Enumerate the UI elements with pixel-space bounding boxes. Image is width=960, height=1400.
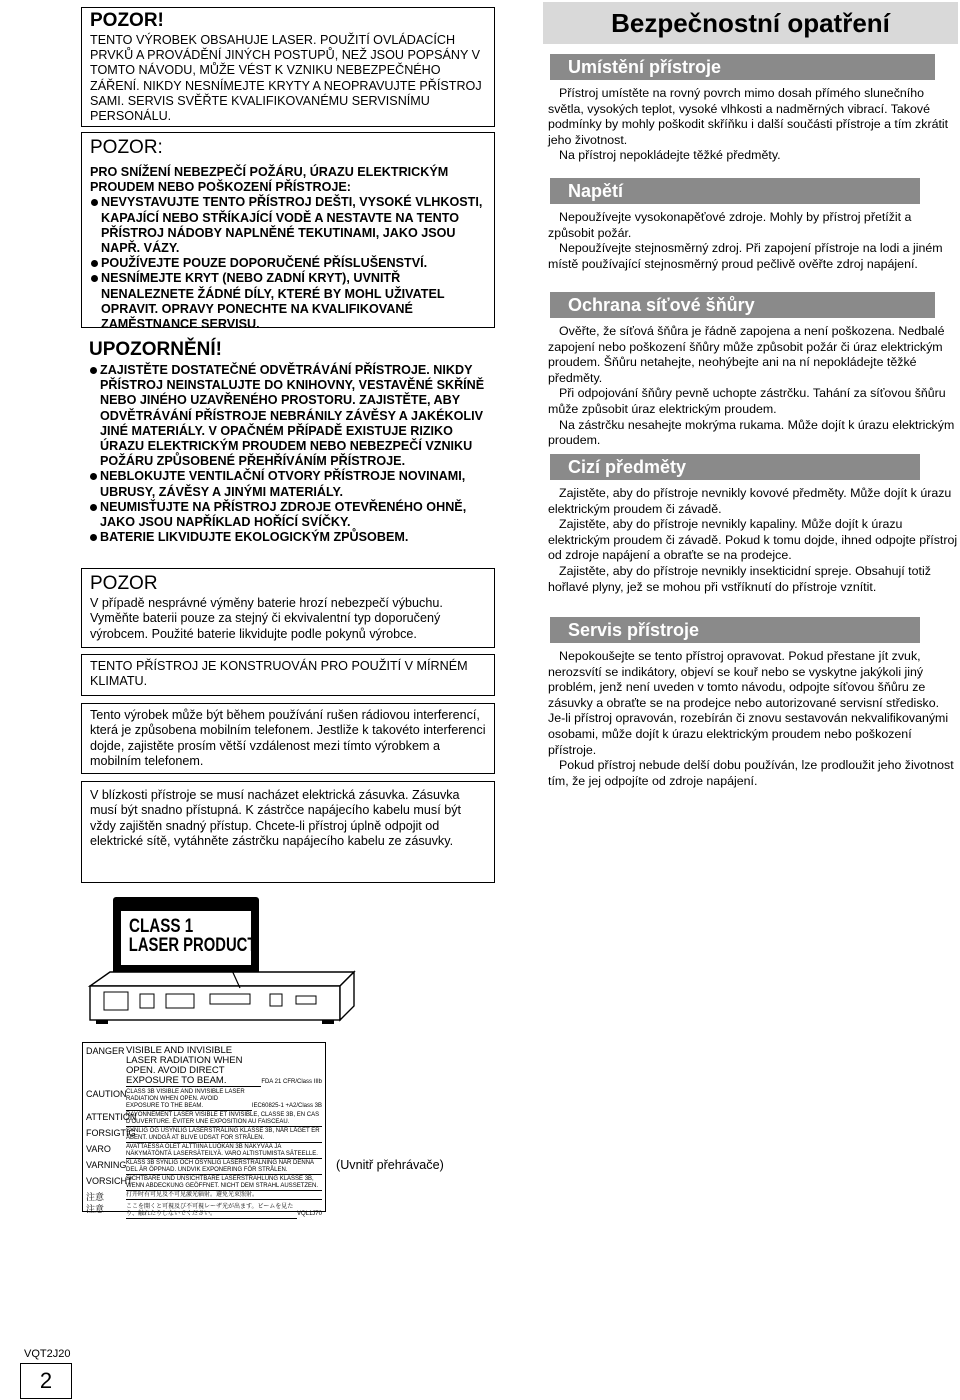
- warning-value: ここを開くと可視及び不可視レーザ光が出ます。ビームを見たり、触れたりしないでください。: [126, 1204, 297, 1219]
- section-paragraph: Zajistěte, aby do přístroje nevnikly kovové předměty. Může dojít k úrazu elektrickým proudem či závadě.: [548, 486, 952, 516]
- pozor3-box: [81, 568, 495, 648]
- climate-text: TENTO PŘÍSTROJ JE KONSTRUOVÁN PRO POUŽITÍ V MÍRNÉM KLIMATU.: [90, 659, 468, 689]
- warning-value: SYNLIG OG USYNLIG LASERSTRÅLING KLASSE 3B, NÅR LÅGET ER ÅBENT. UNDGÅ AT BLIVE UDSAT FOR STRÅLEN.: [126, 1128, 322, 1143]
- pozor2-bullet: NEVYSTAVUJTE TENTO PŘÍSTROJ DEŠTI, VYSOKÉ VLHKOSTI, KAPAJÍCÍ NEBO STŘÍKAJÍCÍ VODĚ A NESTAVTE NA TENTO PŘÍSTROJ NÁDOBY NAPLNĚNÉ TEKUTINAMI, JAKO JSOU NAPŘ. VÁZY.: [90, 195, 486, 256]
- section-paragraph: Ověřte, že síťová šňůra je řádně zapojena a není poškozena. Nedbalé zapojení nebo poškození šňůry může způsobit požár či úraz elektrickým proudem. Šňůru netahejte, neohýbejte ani na ní nepokládejte těžké předměty.: [548, 324, 945, 385]
- section-body: [548, 86, 958, 164]
- player-illustration: [70, 966, 360, 1034]
- warning-row: [86, 1204, 322, 1219]
- warning-key: VARNING: [86, 1160, 127, 1170]
- warning-key: VORSICHT: [86, 1176, 133, 1186]
- section-body: [548, 210, 958, 272]
- class1-line1: CLASS 1: [129, 916, 194, 937]
- pozor3-title: POZOR: [90, 573, 158, 594]
- warning-value: KLASS 3B SYNLIG OCH OSYNLIG LASERSTRÅLNING NÄR DENNA DEL ÄR ÖPPNAD. UNDVIK EXPONERING FÖR STRÅLEN.: [126, 1160, 322, 1175]
- warning-key: 注意: [86, 1192, 105, 1202]
- section-heading: Napětí: [550, 178, 920, 204]
- warning-value: SICHTBARE UND UNSICHTBARE LASERSTRAHLUNG KLASSE 3B, WENN ABDECKUNG GEÖFFNET. NICHT DEM STRAHL AUSSETZEN.: [126, 1176, 322, 1191]
- warning-value: RAYONNEMENT LASER VISIBLE ET INVISIBLE, CLASSE 3B, EN CAS D'OUVERTURE. ÉVITER UNE EXPOSITION AU FAISCEAU.: [126, 1112, 322, 1127]
- warning-label: [82, 1042, 326, 1217]
- section-body: [548, 649, 958, 789]
- warning-extra: IEC60825-1 +A2/Class 3B: [251, 1103, 322, 1109]
- warning-value: CLASS 3B VISIBLE AND INVISIBLE LASER RADIATION WHEN OPEN. AVOID EXPOSURE TO THE BEAM.: [126, 1089, 252, 1111]
- warning-key: ATTENTION: [86, 1112, 137, 1122]
- section-heading: Servis přístroje: [550, 617, 920, 643]
- pozor3-text: V případě nesprávné výměny baterie hrozí nebezpečí výbuchu. Vyměňte baterii pouze za stejný či ekvivalentní typ doporučený výrobcem. Použité baterie likvidujte podle pokynů výrobce.: [90, 596, 443, 641]
- warning-extra: FDA 21 CFR/Class IIIb: [261, 1079, 322, 1085]
- warning-row: [86, 1144, 322, 1159]
- warning-key: CAUTION: [86, 1089, 127, 1099]
- pozor-title: POZOR!: [90, 10, 164, 31]
- section-heading: Cizí předměty: [550, 454, 920, 480]
- outlet-box: [81, 781, 495, 883]
- upozorneni-title: UPOZORNĚNÍ!: [89, 339, 222, 360]
- section-paragraph: Při odpojování šňůry pevně uchopte zástrčku. Tahání za síťovou šňůru může způsobit úraz elektrickým proudem.: [548, 386, 946, 416]
- class1-line2: LASER PRODUCT: [128, 935, 257, 956]
- section-paragraph: Na přístroj nepokládejte těžké předměty.: [559, 148, 781, 163]
- section-paragraph: Nepokoušejte se tento přístroj opravovat. Pokud přestane jít zvuk, nerozsvítí se indikátory, objeví se kouř nebo se vyskytne jakýkoli jiný problém, jenž není uveden v tomto návodu, odpojte síťovou šňůru ze zásuvky a obraťte se na prodejce nebo autorizované servisní středisko. Je-li přístroj opravován, rozebírán či znovu sestavován nekvalifikovanými osobami, může dojít k úrazu elektrickým proudem nebo poškození přístroje.: [548, 649, 949, 757]
- section-paragraph: Zajistěte, aby do přístroje nevnikly kapaliny. Může dojít k úrazu elektrickým proudem či závadě. Pokud k tomu dojde, ihned odpojte přístroj od zdroje napájení a obraťte se na prodejce.: [548, 517, 958, 563]
- section-paragraph: Nepoužívejte vysokonapěťové zdroje. Mohly by přístroj přetížit a způsobit požár.: [548, 210, 912, 240]
- upozorneni-bullet: BATERIE LIKVIDUJTE EKOLOGICKÝM ZPŮSOBEM.: [89, 530, 489, 545]
- warning-row: [86, 1089, 322, 1111]
- inside-caption: (Uvnitř přehrávače): [336, 1158, 444, 1172]
- section-paragraph: Pokud přístroj nebude delší dobu používán, lze prodloužit jeho životnost tím, že jej odpojíte od zdroje napájení.: [548, 758, 954, 788]
- warning-key: 注意: [86, 1204, 105, 1214]
- outlet-text: V blízkosti přístroje se musí nacházet elektrická zásuvka. Zásuvka musí být snadno přístupná. K zástrčce napájecího kabelu musí být vždy zajištěn snadný přístup. Chcete-li přístroj úplně odpojit od elektrické sítě, vytáhněte zástrčku napájecího kabelu ze zásuvky.: [90, 788, 462, 849]
- pozor2-box: [81, 132, 495, 332]
- pozor-box: [81, 7, 495, 127]
- climate-box: [81, 654, 495, 696]
- section-heading: Ochrana síťové šňůry: [550, 292, 935, 318]
- section-paragraph: Nepoužívejte stejnosměrný zdroj. Při zapojení přístroje na lodi a jiném místě používající stejnosměrný proud pečlivě ověřte zdroj napájení.: [548, 241, 943, 271]
- warning-key: FORSIGTIG: [86, 1128, 136, 1138]
- warning-key: DANGER: [86, 1046, 125, 1056]
- section-paragraph: Na zástrčku nesahejte mokrýma rukama. Může dojít k úrazu elektrickým proudem.: [548, 417, 955, 448]
- warning-row: [86, 1192, 322, 1203]
- footer-code: VQT2J20: [24, 1348, 71, 1360]
- section-paragraph: Přístroj umístěte na rovný povrch mimo dosah přímého slunečního světla, vysokých teplot, vysoké vlhkosti a nadměrných vibrací. Takové podmínky by mohly poškodit skříňku i další součásti přístroje a tím zkrátit jeho životnost.: [548, 86, 949, 147]
- warning-row: [86, 1046, 322, 1087]
- warning-rows: [86, 1046, 322, 1219]
- warning-row: [86, 1112, 322, 1127]
- page-number-box: [20, 1363, 72, 1399]
- warning-value: AVATTAESSA OLET ALTTIINA LUOKAN 3B NÄKYVÄÄ JA NÄKYMÄTÖNTÄ LASERSÄTEILYÄ. VARO ALTISTUMISTA SÄTEELLE.: [126, 1144, 322, 1159]
- warning-value: VISIBLE AND INVISIBLE LASER RADIATION WHEN OPEN. AVOID DIRECT EXPOSURE TO BEAM.: [126, 1046, 261, 1087]
- upozorneni-bullet: ZAJISTĚTE DOSTATEČNÉ ODVĚTRÁVÁNÍ PŘÍSTROJE. NIKDY PŘÍSTROJ NEINSTALUJTE DO KNIHOVNY, VESTAVĚNÉ SKŘÍNĚ NEBO JINÉHO UZAVŘENÉHO PROSTORU. ZAJISTĚTE, ABY ODVĚTRÁVÁNÍ PŘÍSTROJE NEBRÁNILY ZÁVĚSY A JAKÉKOLIV JINÉ MATERIÁLY. V OPAČNÉM PŘÍPADĚ EXISTUJE RIZIKO ÚRAZU ELEKTRICKÝM PROUDEM NEBO NEBEZPEČÍ VZNIKU POŽÁRU ZPŮSOBENÉ PŘEHŘÍVÁNÍM PŘÍSTROJE.: [89, 363, 489, 469]
- upozorneni-bullet: NEBLOKUJTE VENTILAČNÍ OTVORY PŘÍSTROJE NOVINAMI, UBRUSY, ZÁVĚSY A JINÝMI MATERIÁLY.: [89, 469, 489, 499]
- pozor2-intro: PRO SNÍŽENÍ NEBEZPEČÍ POŽÁRU, ÚRAZU ELEKTRICKÝM PROUDEM NEBO POŠKOZENÍ PŘÍSTROJE:: [90, 165, 449, 195]
- warning-row: [86, 1128, 322, 1143]
- warning-value: 打开时有可见及不可见激光辐射。避免光束照射。: [126, 1192, 322, 1200]
- page-number: 2: [39, 1368, 53, 1393]
- section-heading: Umístění přístroje: [550, 54, 935, 80]
- warning-row: [86, 1160, 322, 1175]
- pozor2-bullet: POUŽÍVEJTE POUZE DOPORUČENÉ PŘÍSLUŠENSTVÍ.: [90, 256, 486, 271]
- section-paragraph: Zajistěte, aby do přístroje nevnikly insekticidní spreje. Obsahují totiž hořlavé plyny, jež se mohou při vstříknutí do přístroje vznítit.: [548, 563, 931, 594]
- section-body: [548, 324, 958, 449]
- upozorneni-section: [89, 340, 489, 545]
- warning-row: [86, 1176, 322, 1191]
- pozor2-bullet: NESNÍMEJTE KRYT (NEBO ZADNÍ KRYT), UVNITŘ NENALEZNETE ŽÁDNÉ DÍLY, KTERÉ BY MOHL UŽIVATEL OPRAVIT. OPRAVY PONECHTE NA KVALIFIKOVANÉ ZAMĚSTNANCE SERVISU.: [90, 271, 486, 332]
- pozor2-title: POZOR:: [90, 137, 163, 158]
- warning-extra: VQL1J70: [296, 1211, 322, 1217]
- warning-key: VARO: [86, 1144, 111, 1154]
- right-title-bar: [543, 2, 958, 44]
- interference-box: [81, 703, 495, 774]
- interference-text: Tento výrobek může být během používání rušen rádiovou interferencí, která je způsobena mobilním telefonem. Jestliže k takovéto interferenci dojde, zajistěte prosím větší vzdálenost mezi tímto výrobkem a mobilním telefonem.: [90, 708, 486, 769]
- section-body: [548, 486, 958, 595]
- pozor-text: TENTO VÝROBEK OBSAHUJE LASER. POUŽITÍ OVLÁDACÍCH PRVKŮ A PROVÁDĚNÍ JINÝCH POSTUPŮ, NEŽ JSOU POPSÁNY V TOMTO NÁVODU, MŮŽE VÉST K VZNIKU NEBEZPEČNÉHO ZÁŘENÍ. NIKDY NESNÍMEJTE KRYTY A NEOPRAVUJTE PŘÍSTROJ SAMI. SERVIS SVĚŘTE KVALIFIKOVANÉMU SERVISNÍMU PERSONÁLU.: [90, 33, 482, 124]
- upozorneni-bullet: NEUMISŤUJTE NA PŘÍSTROJ ZDROJE OTEVŘENÉHO OHNĚ, JAKO JSOU NAPŘÍKLAD HOŘÍCÍ SVÍČKY.: [89, 500, 489, 530]
- page-title: Bezpečnostní opatření: [611, 8, 890, 38]
